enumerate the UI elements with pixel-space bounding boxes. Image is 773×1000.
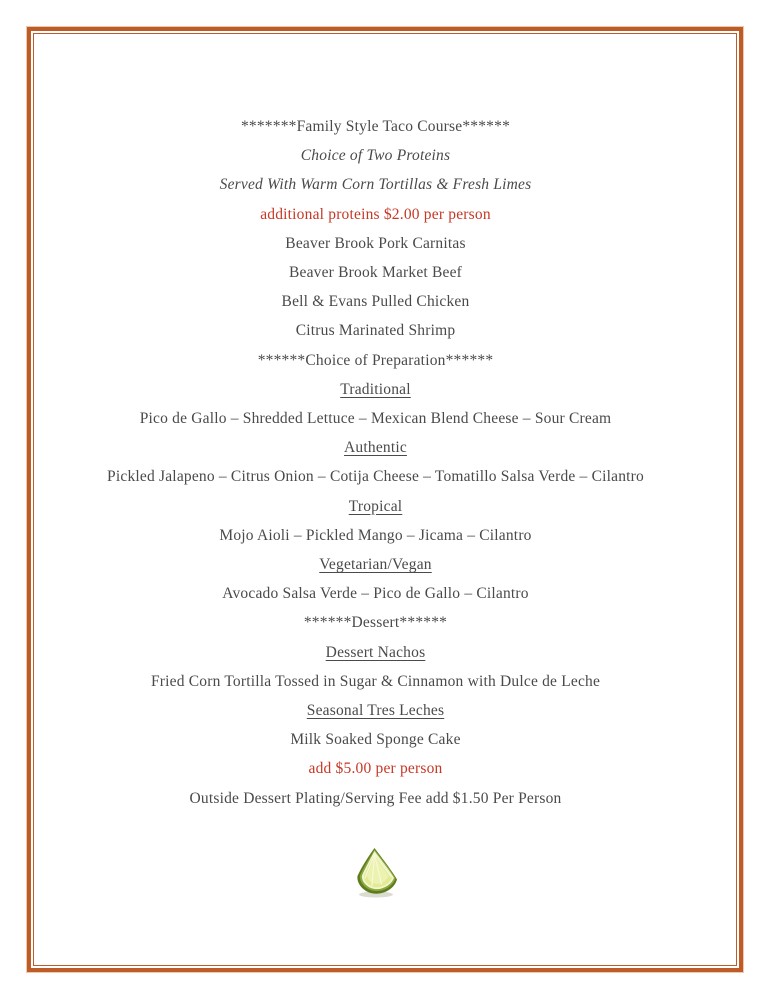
menu-content <box>0 112 751 813</box>
menu-line: additional proteins $2.00 per person <box>260 205 491 223</box>
menu-line: Authentic <box>344 439 407 457</box>
menu-line: Fried Corn Tortilla Tossed in Sugar & Cinnamon with Dulce de Leche <box>150 672 601 690</box>
menu-line: Avocado Salsa Verde – Pico de Gallo – Cilantro <box>222 585 529 603</box>
menu-line: Citrus Marinated Shrimp <box>295 322 456 340</box>
menu-line: Beaver Brook Market Beef <box>288 264 463 282</box>
menu-line: Tropical <box>348 497 403 515</box>
menu-line: ******Dessert****** <box>303 614 448 632</box>
menu-line: Bell & Evans Pulled Chicken <box>281 293 470 311</box>
menu-line: Dessert Nachos <box>325 643 426 661</box>
menu-line: Choice of Two Proteins <box>300 147 451 165</box>
menu-line: Pickled Jalapeno – Citrus Onion – Cotija Cheese – Tomatillo Salsa Verde – Cilantro <box>107 468 644 486</box>
menu-line: Vegetarian/Vegan <box>319 556 432 574</box>
menu-line: Beaver Brook Pork Carnitas <box>285 234 466 252</box>
menu-line: Outside Dessert Plating/Serving Fee add $1.50 Per Person <box>189 789 562 807</box>
menu-line: ******Choice of Preparation****** <box>257 351 494 369</box>
menu-line: Pico de Gallo – Shredded Lettuce – Mexican Blend Cheese – Sour Cream <box>139 410 612 428</box>
lime-wedge-image <box>352 846 401 898</box>
menu-line: *******Family Style Taco Course****** <box>240 118 511 135</box>
menu-line: Seasonal Tres Leches <box>306 702 445 720</box>
menu-line: add $5.00 per person <box>308 760 443 778</box>
menu-line: Mojo Aioli – Pickled Mango – Jicama – Cilantro <box>219 526 532 544</box>
menu-line: Served With Warm Corn Tortillas & Fresh Limes <box>219 176 532 194</box>
menu-line: Traditional <box>340 380 411 398</box>
menu-line: Milk Soaked Sponge Cake <box>290 731 461 749</box>
